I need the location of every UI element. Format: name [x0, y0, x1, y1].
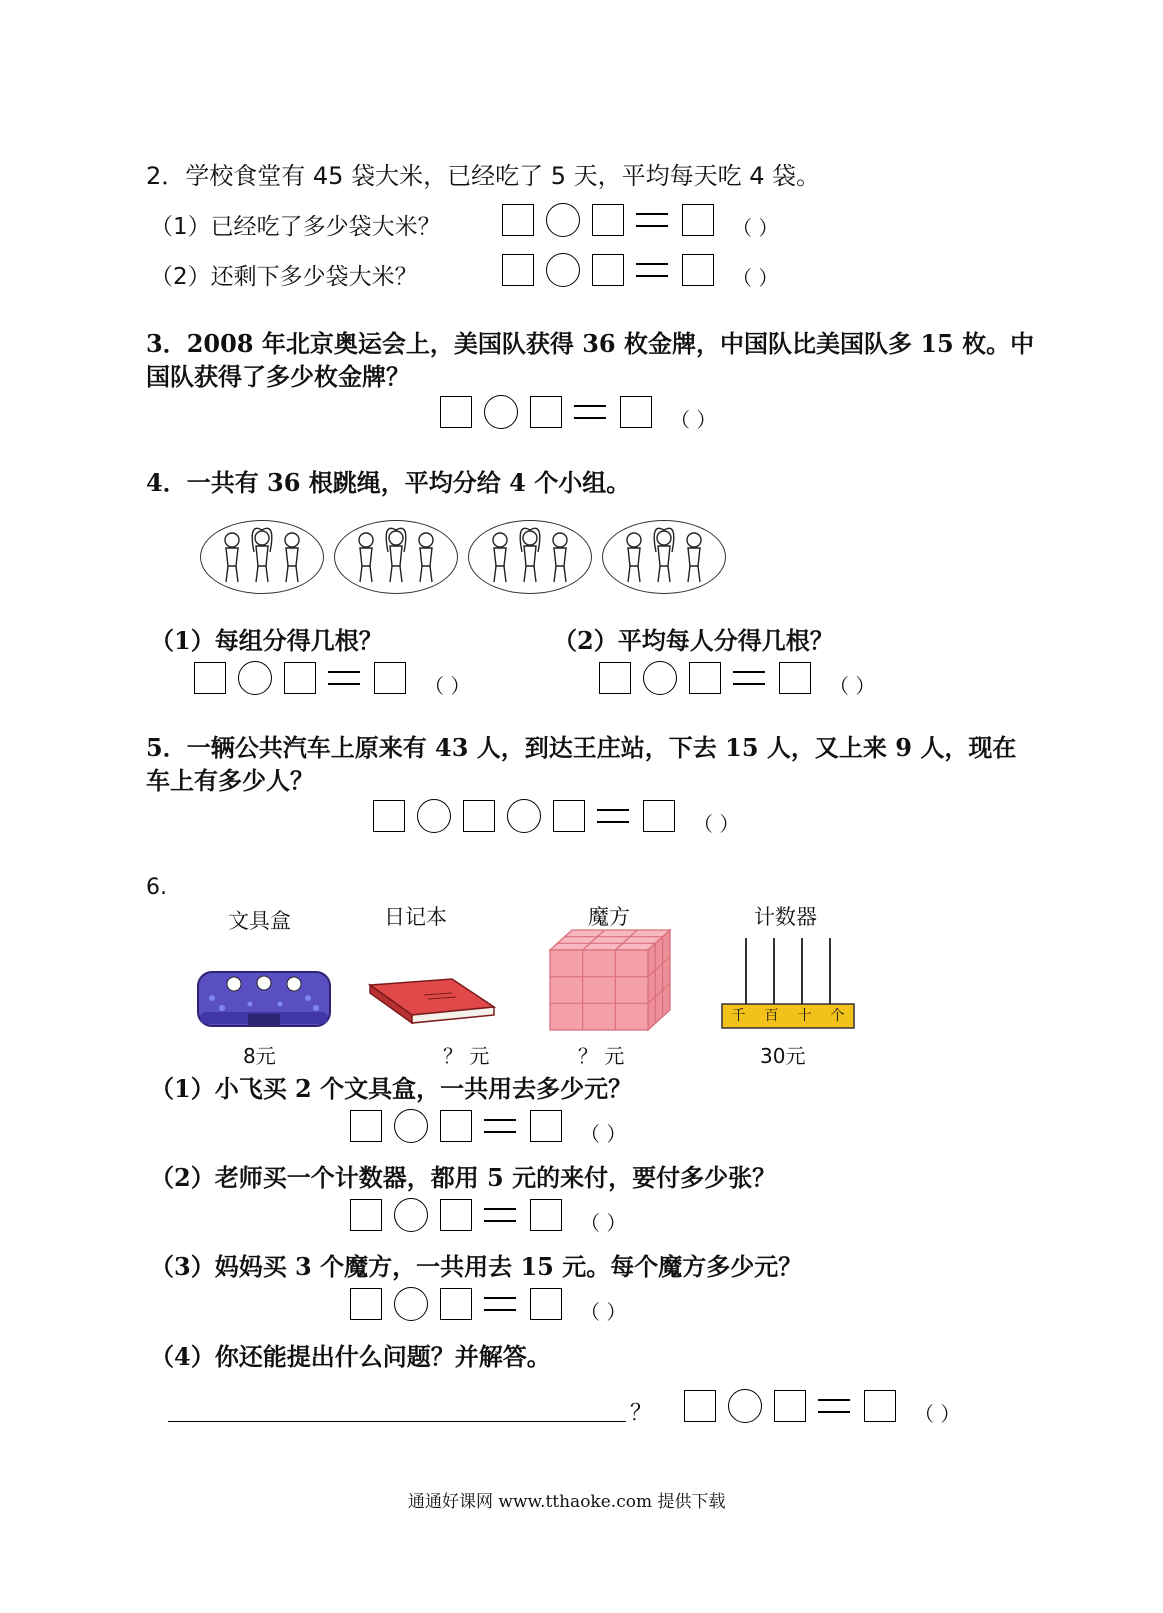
item-label-diary: 日记本 — [384, 905, 447, 929]
group-illustrations — [200, 520, 726, 594]
equals-sign — [733, 671, 765, 685]
q2-sub1: （1）已经吃了多少袋大米？ — [150, 214, 441, 240]
answer-box[interactable] — [284, 662, 316, 694]
equals-sign — [484, 1208, 516, 1222]
operator-circle[interactable] — [394, 1109, 428, 1143]
answer-box[interactable] — [599, 662, 631, 694]
price-cube: ？ 元 — [578, 1044, 625, 1068]
operator-circle[interactable] — [507, 799, 541, 833]
q2-sub2: （2）还剩下多少袋大米？ — [150, 264, 418, 290]
operator-circle[interactable] — [417, 799, 451, 833]
answer-box[interactable] — [350, 1110, 382, 1142]
q6-sub4: （4）你还能提出什么问题？并解答。 — [150, 1342, 551, 1371]
q2-equation-2 — [502, 252, 778, 288]
q4-sub1: （1）每组分得几根？ — [150, 626, 383, 655]
group-oval — [602, 520, 726, 594]
answer-box[interactable] — [502, 204, 534, 236]
price-diary: ？ 元 — [443, 1044, 490, 1068]
answer-box[interactable] — [684, 1390, 716, 1422]
answer-box[interactable] — [440, 1110, 472, 1142]
q6-sub1: （1）小飞买 2 个文具盒，一共用去多少元？ — [150, 1074, 633, 1103]
q4-equation-1 — [194, 660, 470, 696]
footer-text: 通通好课网 www.tthaoke.com 提供下载 — [408, 1492, 726, 1512]
place-label-tens: 十 — [797, 1008, 812, 1024]
answer-box[interactable] — [373, 800, 405, 832]
children-jump-rope-icon — [348, 526, 444, 588]
equals-sign — [328, 671, 360, 685]
q3-line1: 3．2008 年北京奥运会上，美国队获得 36 枚金牌，中国队比美国队多 15 枚。中 — [146, 329, 1035, 358]
answer-box[interactable] — [502, 254, 534, 286]
equals-sign — [484, 1119, 516, 1133]
price-abacus: 30元 — [760, 1044, 806, 1068]
unit-paren[interactable]: （ ） — [580, 1121, 627, 1146]
magic-cube-icon — [548, 928, 672, 1032]
q6-equation-4 — [684, 1388, 960, 1424]
answer-box[interactable] — [440, 396, 472, 428]
answer-box[interactable] — [530, 396, 562, 428]
group-oval — [200, 520, 324, 594]
equals-sign — [597, 809, 629, 823]
answer-box[interactable] — [530, 1288, 562, 1320]
answer-box[interactable] — [350, 1288, 382, 1320]
q5-line2: 车上有多少人？ — [146, 766, 314, 795]
q6-number: 6. — [146, 875, 167, 900]
q4-sub2: （2）平均每人分得几根？ — [553, 626, 834, 655]
group-oval — [468, 520, 592, 594]
q6-sub3: （3）妈妈买 3 个魔方，一共用去 15 元。每个魔方多少元？ — [150, 1252, 803, 1281]
unit-paren[interactable]: （ ） — [424, 673, 471, 698]
answer-box[interactable] — [774, 1390, 806, 1422]
answer-box[interactable] — [374, 662, 406, 694]
q4-stem: 4．一共有 36 根跳绳，平均分给 4 个小组。 — [146, 468, 631, 497]
q6-equation-1 — [350, 1108, 626, 1144]
unit-paren[interactable]: （ ） — [732, 265, 779, 290]
unit-paren[interactable]: （ ） — [670, 407, 717, 432]
operator-circle[interactable] — [643, 661, 677, 695]
operator-circle[interactable] — [546, 253, 580, 287]
price-pencil-case: 8元 — [243, 1044, 276, 1068]
answer-box[interactable] — [350, 1199, 382, 1231]
answer-box[interactable] — [779, 662, 811, 694]
equals-sign — [484, 1297, 516, 1311]
unit-paren[interactable]: （ ） — [580, 1210, 627, 1235]
group-oval — [334, 520, 458, 594]
q3-equation — [440, 394, 716, 430]
equals-sign — [636, 213, 668, 227]
unit-paren[interactable]: （ ） — [829, 673, 876, 698]
answer-box[interactable] — [463, 800, 495, 832]
children-jump-rope-icon — [482, 526, 578, 588]
children-jump-rope-icon — [616, 526, 712, 588]
children-jump-rope-icon — [214, 526, 310, 588]
answer-box[interactable] — [620, 396, 652, 428]
unit-paren[interactable]: （ ） — [580, 1299, 627, 1324]
unit-paren[interactable]: （ ） — [914, 1401, 961, 1426]
answer-box[interactable] — [592, 254, 624, 286]
operator-circle[interactable] — [484, 395, 518, 429]
unit-paren[interactable]: （ ） — [732, 215, 779, 240]
answer-box[interactable] — [864, 1390, 896, 1422]
answer-box[interactable] — [689, 662, 721, 694]
q5-equation — [373, 798, 739, 834]
answer-box[interactable] — [440, 1199, 472, 1231]
q5-line1: 5．一辆公共汽车上原来有 43 人，到达王庄站，下去 15 人，又上来 9 人，现在 — [146, 733, 1017, 762]
q6-equation-2 — [350, 1197, 626, 1233]
answer-box[interactable] — [643, 800, 675, 832]
place-label-hundreds: 百 — [764, 1008, 779, 1024]
operator-circle[interactable] — [238, 661, 272, 695]
q3-line2: 国队获得了多少枚金牌？ — [146, 362, 410, 391]
abacus-place-labels — [722, 1005, 854, 1025]
equals-sign — [574, 405, 606, 419]
pencil-case-icon — [196, 968, 332, 1030]
q2-stem: 2．学校食堂有 45 袋大米，已经吃了 5 天，平均每天吃 4 袋。 — [146, 162, 821, 190]
equals-sign — [818, 1399, 850, 1413]
answer-box[interactable] — [682, 254, 714, 286]
unit-paren[interactable]: （ ） — [693, 811, 740, 836]
operator-circle[interactable] — [546, 203, 580, 237]
equals-sign — [636, 263, 668, 277]
answer-box[interactable] — [194, 662, 226, 694]
q4-equation-2 — [599, 660, 875, 696]
q2-equation-1 — [502, 202, 778, 238]
question-blank-line[interactable] — [168, 1421, 626, 1422]
question-mark: ？ — [630, 1401, 653, 1426]
item-label-pencil-case: 文具盒 — [228, 909, 291, 933]
operator-circle[interactable] — [394, 1198, 428, 1232]
answer-box[interactable] — [682, 204, 714, 236]
item-label-cube: 魔方 — [588, 905, 630, 929]
answer-box[interactable] — [530, 1110, 562, 1142]
answer-box[interactable] — [592, 204, 624, 236]
answer-box[interactable] — [553, 800, 585, 832]
answer-box[interactable] — [440, 1288, 472, 1320]
operator-circle[interactable] — [394, 1287, 428, 1321]
place-label-thousands: 千 — [731, 1008, 746, 1024]
answer-box[interactable] — [530, 1199, 562, 1231]
item-label-abacus: 计数器 — [754, 905, 817, 929]
diary-book-icon — [368, 975, 496, 1027]
place-label-ones: 个 — [830, 1008, 845, 1024]
operator-circle[interactable] — [728, 1389, 762, 1423]
q6-sub2: （2）老师买一个计数器，都用 5 元的来付，要付多少张？ — [150, 1163, 777, 1192]
q6-equation-3 — [350, 1286, 626, 1322]
